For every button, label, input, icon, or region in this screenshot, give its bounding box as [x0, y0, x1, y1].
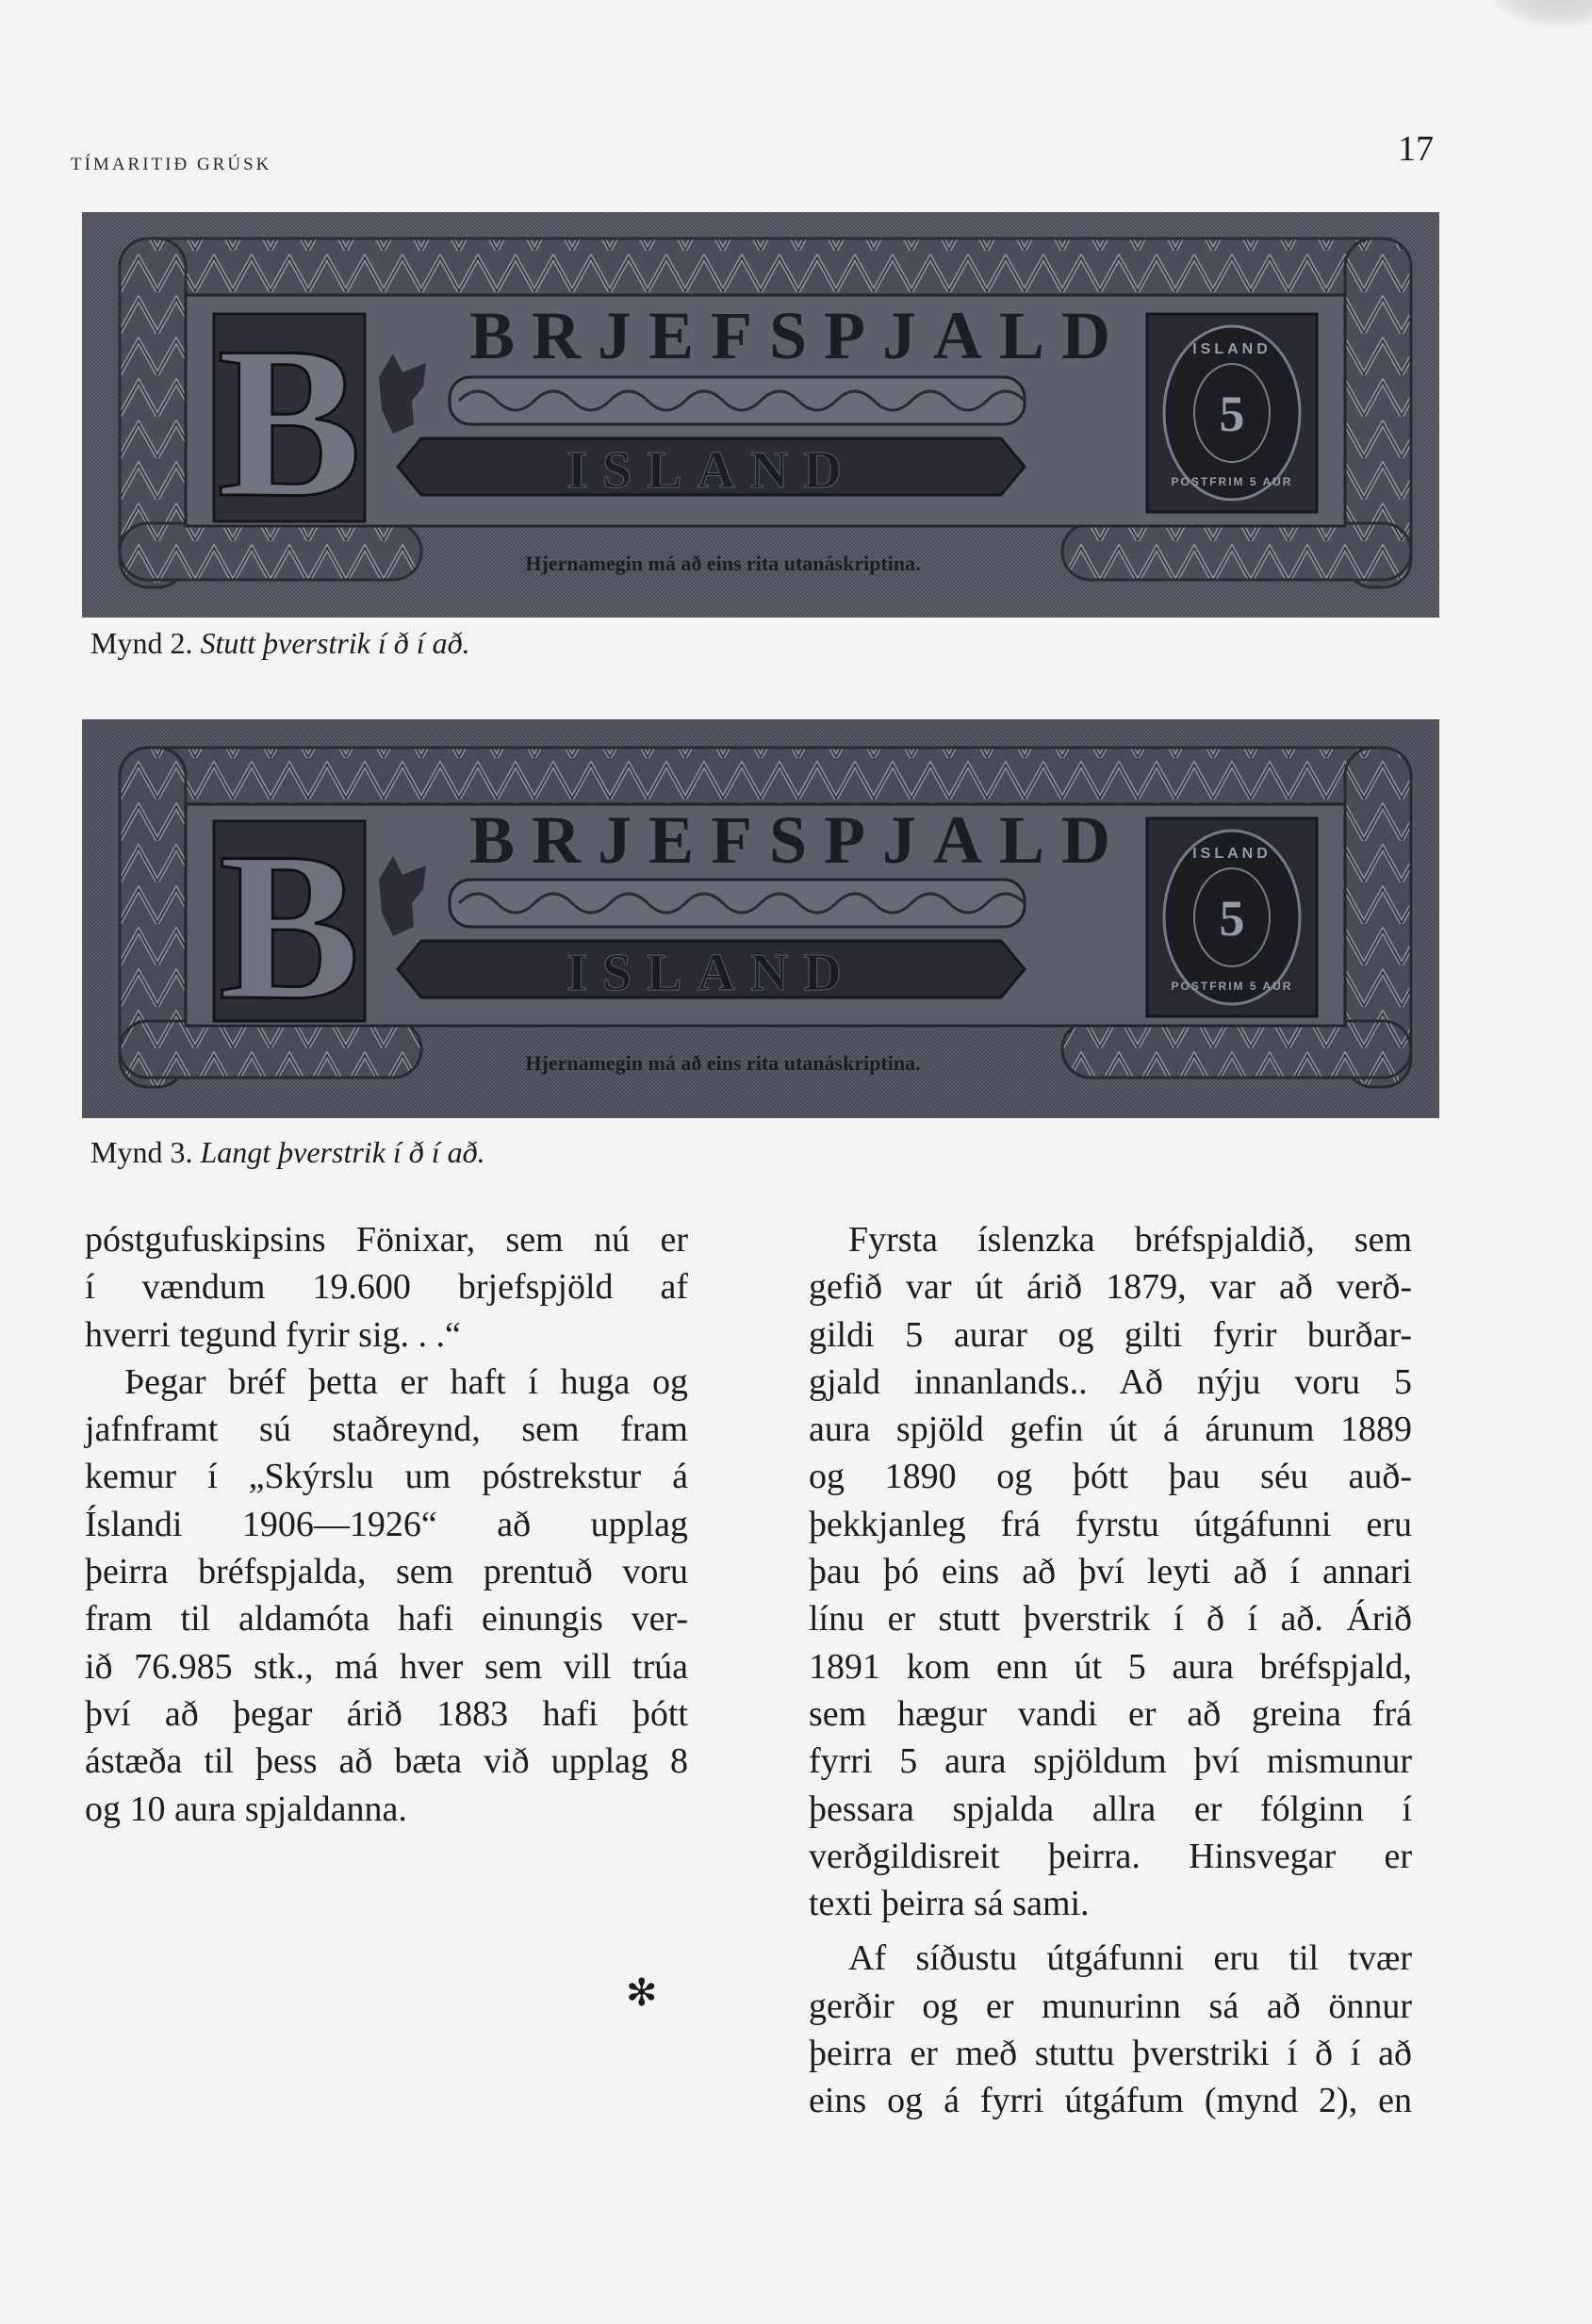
- text-line: verðgildisreit þeirra. Hinsvegar er: [809, 1836, 1412, 1876]
- section-break-ornament-icon: ✻: [626, 1971, 658, 2014]
- text-line: því að þegar árið 1883 hafi þótt: [85, 1693, 688, 1734]
- figure-caption-mynd-3: [90, 1135, 485, 1170]
- body-column-left: [85, 1216, 688, 1833]
- body-column-right: [809, 1216, 1412, 2125]
- stamp-bottom-text: POSTFRIM 5 AUR: [1171, 980, 1293, 993]
- text-line: gerðir og er munurinn sá að önnur: [809, 1986, 1412, 2026]
- card-title: BRJEFSPJALD: [468, 802, 1128, 878]
- text-line: ástæða til þess að bæta við upplag 8: [85, 1741, 688, 1782]
- zigzag-border-top: [120, 239, 1411, 295]
- text-line: póstgufuskipsins Fönixar, sem nú er: [85, 1220, 688, 1260]
- text-line: gefið var út árið 1879, var að verð-: [809, 1267, 1412, 1308]
- text-line: línu er stutt þverstrik í ð í að. Árið: [809, 1599, 1412, 1640]
- text-line: í vændum 19.600 brjefspjöld af: [85, 1267, 688, 1308]
- text-line: Af síðustu útgáfunni eru til tvær: [848, 1938, 1412, 1979]
- text-line: eins og á fyrri útgáfum (mynd 2), en: [809, 2081, 1412, 2121]
- text-line: fram til aldamóta hafi einungis ver-: [85, 1599, 688, 1640]
- caption-label: Mynd 2.: [90, 626, 193, 660]
- initial-letter: B: [217, 302, 362, 542]
- text-line: aura spjöld gefin út á árunum 1889: [809, 1409, 1412, 1450]
- text-line: þeirra bréfspjalda, sem prentuð voru: [85, 1552, 688, 1592]
- text-line: jafnframt sú staðreynd, sem fram: [85, 1409, 688, 1450]
- stamp-top-text: ISLAND: [1192, 846, 1272, 862]
- country-name: ISLAND: [566, 441, 857, 500]
- text-line: 1891 kom enn út 5 aura bréfspjald,: [809, 1646, 1412, 1687]
- stamp-value: 5: [1219, 386, 1245, 442]
- zigzag-border-bottom-right: [1062, 523, 1411, 580]
- text-line: sem hægur vandi er að greina frá: [809, 1693, 1412, 1734]
- text-line: og 10 aura spjaldanna.: [85, 1788, 407, 1829]
- text-line: ið 76.985 stk., má hver sem vill trúa: [85, 1646, 688, 1687]
- figure-postcard-mynd-3: [82, 719, 1439, 1118]
- postcard-illustration: [82, 212, 1439, 618]
- text-line: þessara spjalda allra er fólginn í: [809, 1788, 1412, 1829]
- text-line: Íslandi 1906—1926“ að upplag: [85, 1504, 688, 1544]
- card-title: BRJEFSPJALD: [468, 298, 1128, 373]
- page-corner-shadow: [1488, 0, 1592, 28]
- text-line: gildi 5 aurar og gilti fyrir burðar-: [809, 1314, 1412, 1355]
- caption-label: Mynd 3.: [90, 1135, 193, 1169]
- figure-caption-mynd-2: [90, 626, 470, 661]
- text-line: Þegar bréf þetta er haft í huga og: [124, 1361, 688, 1402]
- text-line: fyrri 5 aura spjöldum því mismunur: [809, 1741, 1412, 1782]
- stamp-bottom-text: POSTFRIM 5 AUR: [1171, 475, 1293, 488]
- country-name: ISLAND: [566, 944, 857, 1002]
- card-instruction: Hjernamegin má að eins rita utanáskriptina.: [525, 552, 921, 575]
- stamp-top-text: ISLAND: [1192, 341, 1272, 357]
- stamp-value: 5: [1219, 890, 1245, 947]
- text-line: texti þeirra sá sami.: [809, 1884, 1090, 1924]
- postcard-illustration: [82, 719, 1439, 1118]
- page-number: 17: [1398, 129, 1434, 169]
- text-line: þekkjanleg frá fyrstu útgáfunni eru: [809, 1504, 1412, 1544]
- text-line: Fyrsta íslenzka bréfspjaldið, sem: [848, 1220, 1412, 1260]
- text-line: hverri tegund fyrir sig. . .“: [85, 1314, 461, 1355]
- running-head: TÍMARITIÐ GRÚSK: [71, 155, 272, 174]
- text-line: þeirra er með stuttu þverstriki í ð í að: [809, 2034, 1412, 2074]
- caption-text: Langt þverstrik í ð í að.: [200, 1135, 485, 1169]
- text-line: og 1890 og þótt þau séu auð-: [809, 1457, 1412, 1497]
- initial-letter: B: [218, 808, 361, 1044]
- zigzag-border-top: [120, 748, 1411, 804]
- caption-text: Stutt þverstrik í ð í að.: [200, 626, 470, 660]
- text-line: gjald innanlands.. Að nýju voru 5: [809, 1361, 1412, 1402]
- card-instruction: Hjernamegin má að eins rita utanáskriptina.: [525, 1051, 921, 1075]
- text-line: þau þó eins að því leyti að í annari: [809, 1552, 1412, 1592]
- figure-postcard-mynd-2: [82, 212, 1439, 618]
- text-line: kemur í „Skýrslu um póstrekstur á: [85, 1457, 688, 1497]
- zigzag-border-bottom-right: [1062, 1021, 1411, 1078]
